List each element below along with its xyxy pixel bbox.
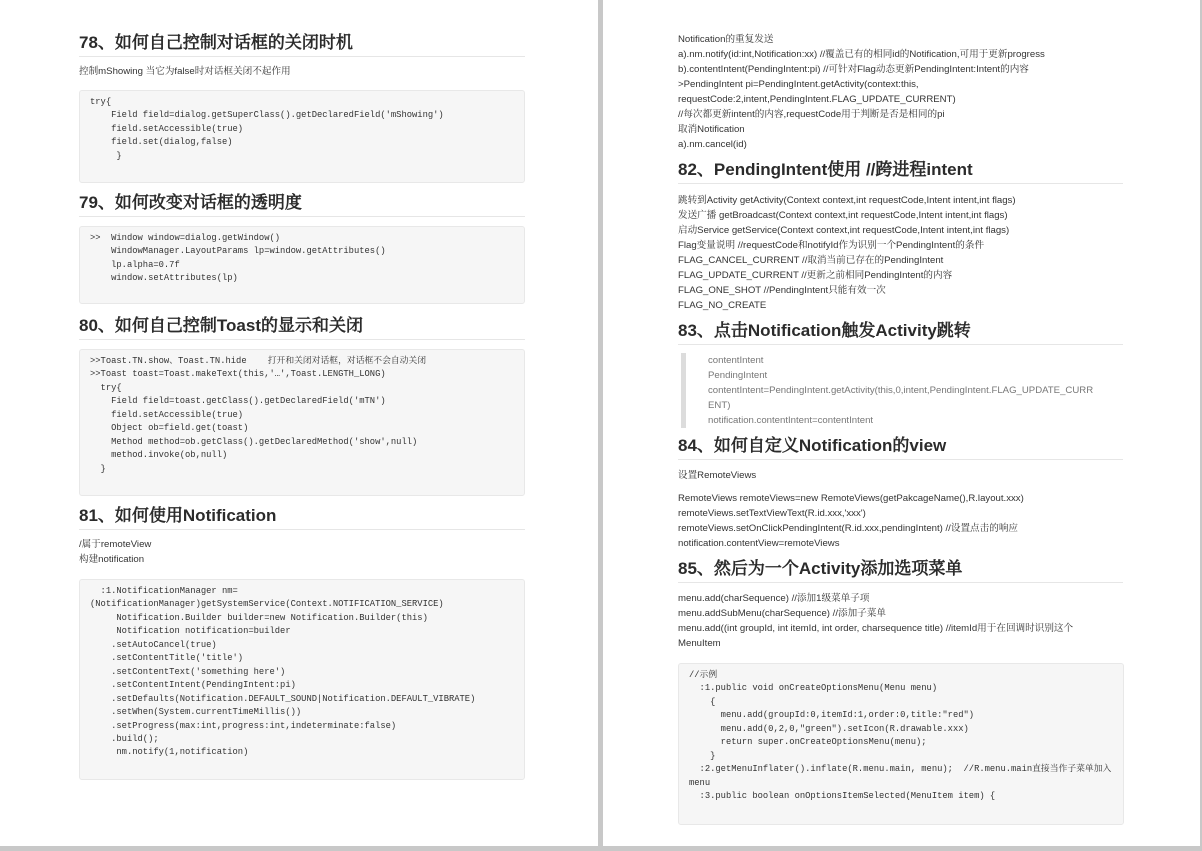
code-line: :3.public boolean onOptionsItemSelected(MenuItem item) { bbox=[689, 791, 996, 802]
code-line: menu.add(0,2,0,"green").setIcon(R.drawable.xxx) bbox=[689, 723, 969, 734]
text-line: 构建notification bbox=[79, 554, 145, 565]
code-line: } bbox=[90, 463, 106, 474]
text-line: contentIntent bbox=[708, 355, 764, 366]
text-line: FLAG_UPDATE_CURRENT //更新之前相同PendingIntent的内容 bbox=[678, 270, 953, 281]
text-line: Flag变量说明 //requestCode和notifyId作为识别一个PendingIntent的条件 bbox=[678, 240, 985, 251]
text-line: 启动Service getService(Context context,int requestCode,Intent intent,int flags) bbox=[678, 225, 1010, 236]
section-heading-84: 84、如何自定义Notification的view bbox=[678, 435, 1123, 460]
code-line: { bbox=[689, 696, 716, 707]
code-line: Object ob=field.get(toast) bbox=[90, 423, 249, 434]
code-block bbox=[79, 226, 525, 304]
code-line: >> Window window=dialog.getWindow() bbox=[90, 233, 281, 243]
code-line: >>Toast.TN.show、Toast.TN.hide 打开和关闭对话框，对话框不会自动关闭 bbox=[90, 356, 427, 366]
text-line: 发送广播 getBroadcast(Context context,int requestCode,Intent intent,int flags) bbox=[678, 210, 1008, 221]
section-text bbox=[678, 491, 1128, 551]
code-line: try{ bbox=[90, 97, 112, 107]
text-line: FLAG_NO_CREATE bbox=[678, 300, 767, 311]
section-heading-78: 78、如何自己控制对话框的关闭时机 bbox=[79, 32, 525, 57]
text-line: RemoteViews remoteViews=new RemoteViews(getPakcageName(),R.layout.xxx) bbox=[678, 493, 1024, 504]
text-line: 跳转到Activity getActivity(Context context,int requestCode,Intent intent,int flags) bbox=[678, 195, 1016, 206]
code-line: Notification notification=builder bbox=[90, 626, 291, 637]
text-line: MenuItem bbox=[678, 638, 721, 649]
section-heading-83: 83、点击Notification触发Activity跳转 bbox=[678, 320, 1123, 345]
text-line: notification.contentIntent=contentIntent bbox=[708, 415, 874, 426]
code-line: (NotificationManager)getSystemService(Context.NOTIFICATION_SERVICE) bbox=[90, 599, 444, 610]
code-block bbox=[79, 90, 525, 183]
code-line: nm.notify(1,notification) bbox=[90, 747, 249, 758]
text-line: remoteViews.setOnClickPendingIntent(R.id.xxx,pendingIntent) //设置点击的响应 bbox=[678, 523, 1019, 534]
code-block bbox=[678, 663, 1124, 825]
section-text bbox=[678, 591, 1128, 651]
text-line: 控制mShowing 当它为false时对话框关闭不起作用 bbox=[79, 66, 291, 77]
code-block bbox=[79, 579, 525, 780]
code-line: Method method=ob.getClass().getDeclaredMethod('show',null) bbox=[90, 436, 418, 447]
code-line: field.setAccessible(true) bbox=[90, 123, 244, 134]
text-line: requestCode:2,intent,PendingIntent.FLAG_UPDATE_CURRENT) bbox=[678, 94, 956, 105]
code-line: >>Toast toast=Toast.makeText(this,'…',Toast.LENGTH_LONG) bbox=[90, 369, 386, 380]
text-line: contentIntent=PendingIntent.getActivity(this,0,intent,PendingIntent.FLAG_UPDATE_CURR bbox=[708, 385, 1094, 396]
section-heading-80: 80、如何自己控制Toast的显示和关闭 bbox=[79, 315, 525, 340]
code-line: //示例 bbox=[689, 670, 718, 680]
text-line: 设置RemoteViews bbox=[678, 470, 757, 481]
text-line: notification.contentView=remoteViews bbox=[678, 538, 840, 549]
section-heading-85: 85、然后为一个Activity添加选项菜单 bbox=[678, 558, 1123, 583]
code-line: .setProgress(max:int,progress:int,indeterminate:false) bbox=[90, 720, 397, 731]
text-line: menu.addSubMenu(charSequence) //添加子菜单 bbox=[678, 608, 886, 619]
code-line: field.setAccessible(true) bbox=[90, 409, 244, 420]
code-line: :1.NotificationManager nm= bbox=[90, 586, 238, 596]
code-line: .setAutoCancel(true) bbox=[90, 639, 217, 650]
code-line: .setWhen(System.currentTimeMillis()) bbox=[90, 707, 302, 718]
code-line: .setDefaults(Notification.DEFAULT_SOUND|Notification.DEFAULT_VIBRATE) bbox=[90, 693, 476, 704]
text-line: FLAG_CANCEL_CURRENT //取消当前已存在的PendingIntent bbox=[678, 255, 944, 266]
code-line: method.invoke(ob,null) bbox=[90, 450, 228, 461]
code-line: lp.alpha=0.7f bbox=[90, 259, 180, 270]
document-page-right bbox=[603, 0, 1200, 846]
text-line: ENT) bbox=[708, 400, 731, 411]
text-line: FLAG_ONE_SHOT //PendingIntent只能有效一次 bbox=[678, 285, 886, 296]
code-line: } bbox=[90, 150, 122, 161]
code-line: .setContentText('something here') bbox=[90, 666, 286, 677]
text-line: PendingIntent bbox=[708, 370, 768, 381]
code-line: try{ bbox=[90, 382, 122, 393]
code-line: field.set(dialog,false) bbox=[90, 137, 233, 148]
section-heading-79: 79、如何改变对话框的透明度 bbox=[79, 192, 525, 217]
code-line: Field field=toast.getClass().getDeclaredField('mTN') bbox=[90, 396, 386, 407]
code-line: Notification.Builder builder=new Notification.Builder(this) bbox=[90, 612, 428, 623]
code-line: window.setAttributes(lp) bbox=[90, 273, 238, 284]
section-text bbox=[79, 64, 529, 79]
text-line: Notification的重复发送 bbox=[678, 34, 774, 45]
text-line: a).nm.notify(id:int,Notification:xx) //覆盖已有的相同id的Notification,可用于更新progress bbox=[678, 49, 1045, 60]
section-text bbox=[678, 193, 1128, 313]
code-block bbox=[79, 349, 525, 496]
text-line: menu.add((int groupId, int itemId, int order, charsequence title) //itemId用于在回调时识别这个 bbox=[678, 623, 1074, 634]
section-heading-81: 81、如何使用Notification bbox=[79, 505, 525, 530]
code-line: menu.add(groupId:0,itemId:1,order:0,title:"red") bbox=[689, 710, 975, 721]
section-heading-82: 82、PendingIntent使用 //跨进程intent bbox=[678, 159, 1123, 184]
code-line: .build(); bbox=[90, 733, 159, 744]
code-line: WindowManager.LayoutParams lp=window.getAttributes() bbox=[90, 246, 386, 257]
text-line: a).nm.cancel(id) bbox=[678, 139, 747, 150]
code-line: :2.getMenuInflater().inflate(R.menu.main, menu); //R.menu.main直接当作子菜单加入 bbox=[689, 764, 1112, 775]
code-line: return super.onCreateOptionsMenu(menu); bbox=[689, 737, 927, 748]
text-line: b).contentIntent(PendingIntent:pi) //可针对Flag动态更新PendingIntent:Intent的内容 bbox=[678, 64, 1029, 75]
code-line: .setContentTitle('title') bbox=[90, 653, 244, 664]
document-page-left bbox=[0, 0, 598, 846]
text-line: menu.add(charSequence) //添加1级菜单子项 bbox=[678, 593, 870, 604]
section-text bbox=[79, 537, 529, 567]
text-line: //每次都更新intent的内容,requestCode用于判断是否是相同的pi bbox=[678, 109, 945, 120]
code-line: menu bbox=[689, 777, 711, 788]
text-line: remoteViews.setTextViewText(R.id.xxx,'xxx') bbox=[678, 508, 866, 519]
code-line: } bbox=[689, 750, 716, 761]
code-line: :1.public void onCreateOptionsMenu(Menu menu) bbox=[689, 683, 938, 694]
section-text bbox=[678, 32, 1128, 152]
blockquote bbox=[681, 353, 1138, 428]
section-text bbox=[678, 468, 1128, 483]
text-line: /属于remoteView bbox=[79, 539, 152, 550]
code-line: .setContentIntent(PendingIntent:pi) bbox=[90, 680, 296, 691]
text-line: 取消Notification bbox=[678, 124, 745, 135]
text-line: >PendingIntent pi=PendingIntent.getActivity(context:this, bbox=[678, 79, 919, 90]
code-line: Field field=dialog.getSuperClass().getDeclaredField('mShowing') bbox=[90, 110, 444, 121]
